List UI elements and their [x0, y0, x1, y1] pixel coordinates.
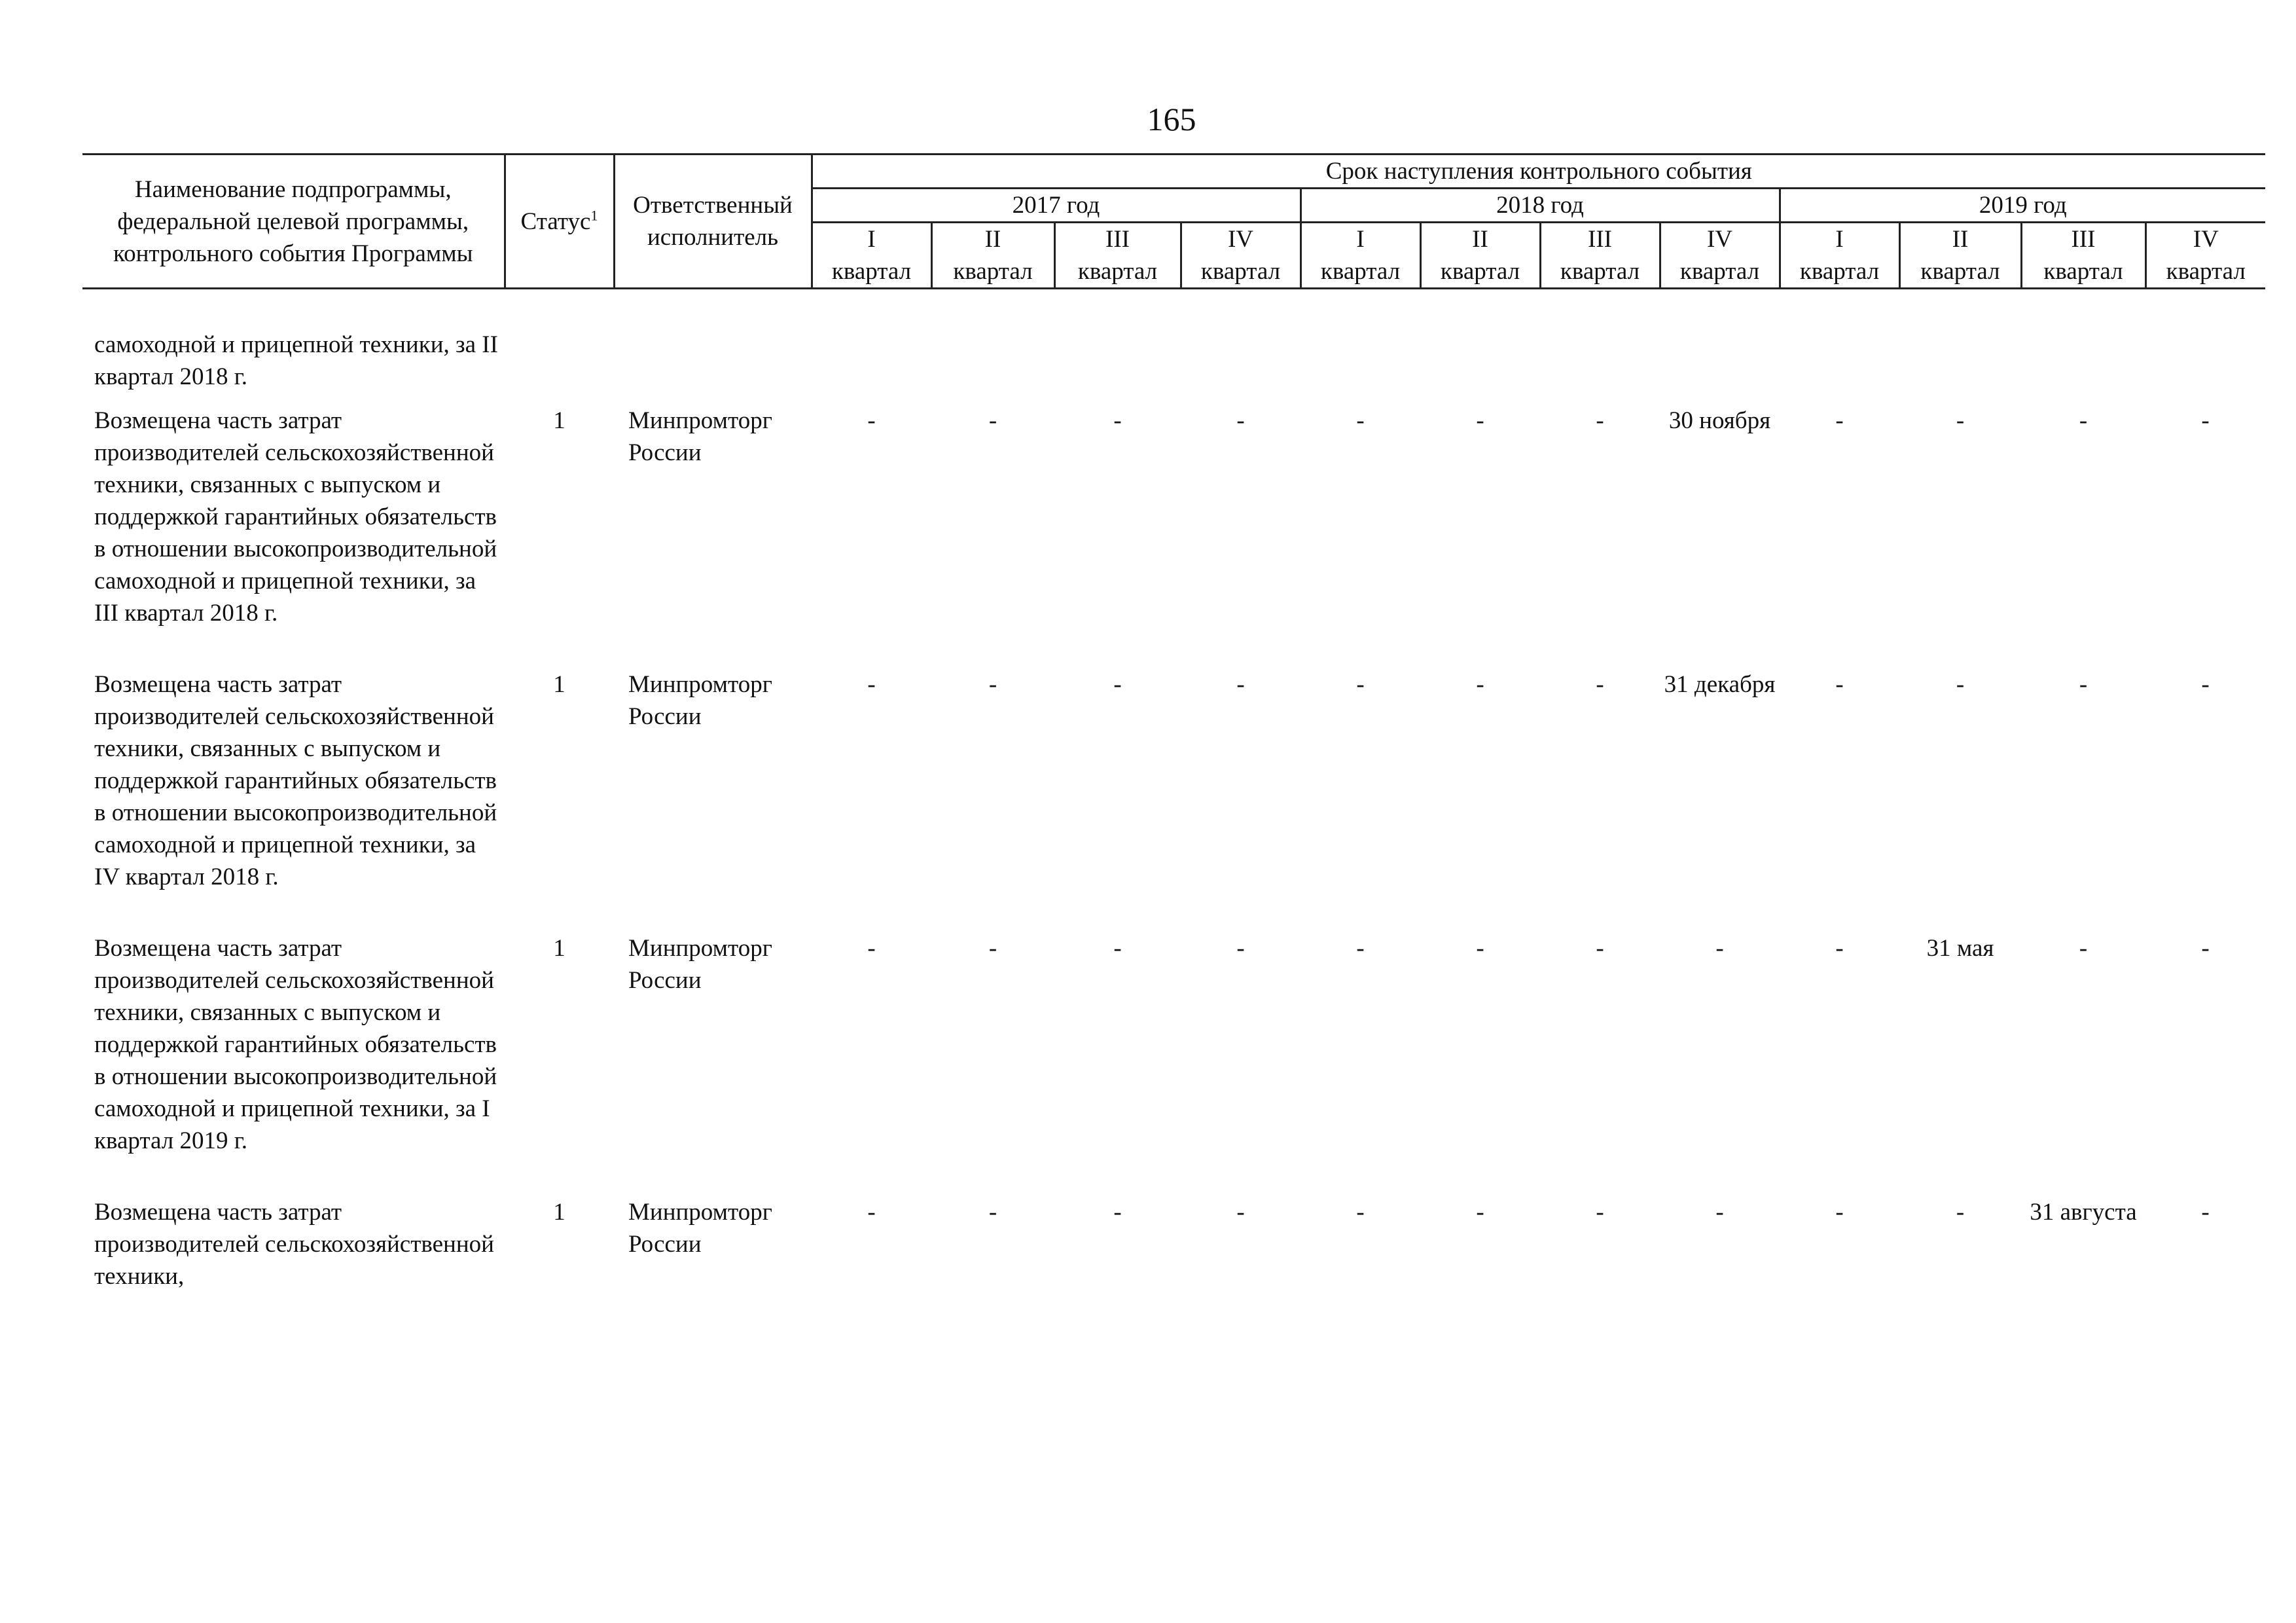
quarter-deadline-cell: [2021, 329, 2145, 393]
quarter-deadline-cell: -: [1715, 935, 1724, 962]
quarter-deadline-cell: -: [867, 935, 876, 962]
status-footnote-mark: 1: [590, 207, 598, 224]
event-name-cell: Возмещена часть затрат производителей сельскохозяйственной техники, связанных с выпуском и поддержкой гарантийных обязательств в отношении высокопроизводительной самоходной и прицепной техники, за I квартал 2019 г.: [94, 935, 497, 1154]
quarter-deadline-cell: -: [2079, 407, 2088, 434]
quarter-deadline-cell: [1660, 329, 1780, 393]
quarter-deadline-cell: -: [1956, 671, 1965, 698]
responsible-cell: [614, 329, 812, 393]
table-row: [82, 329, 2265, 393]
name-column-header: Наименование подпрограммы, федеральной целевой программы, контрольного события Программы: [82, 155, 505, 289]
quarter-deadline-cell: 31 мая: [1926, 935, 1994, 962]
quarter-deadline-cell: -: [1835, 671, 1844, 698]
status-cell: 1: [553, 671, 565, 698]
quarter-word-header: квартал: [2021, 255, 2145, 289]
quarter-number-header: I: [1780, 223, 1899, 256]
responsible-cell: Минпромторг России: [628, 671, 772, 730]
quarter-deadline-cell: 31 августа: [2030, 1199, 2137, 1226]
table-row: [82, 932, 2265, 1157]
quarter-deadline-cell: -: [1356, 671, 1365, 698]
quarter-deadline-cell: -: [1835, 1199, 1844, 1226]
quarter-deadline-cell: [812, 329, 931, 393]
quarter-deadline-cell: -: [2079, 671, 2088, 698]
quarter-number-header: II: [931, 223, 1054, 256]
quarter-word-header: квартал: [2145, 255, 2265, 289]
quarter-deadline-cell: 31 декабря: [1664, 671, 1776, 698]
quarter-deadline-cell: -: [1356, 407, 1365, 434]
status-header-label: Статус: [520, 208, 591, 235]
responsible-cell: Минпромторг России: [628, 407, 772, 466]
quarter-deadline-cell: -: [988, 407, 997, 434]
control-events-table: [82, 153, 2265, 1292]
status-column-header: [505, 155, 614, 289]
event-name-cell: Возмещена часть затрат производителей сельскохозяйственной техники, связанных с выпуском и поддержкой гарантийных обязательств в отношении высокопроизводительной самоходной и прицепной техники, за III квартал 2018 г.: [94, 407, 497, 627]
quarter-deadline-cell: -: [2201, 671, 2210, 698]
quarter-word-header: квартал: [1054, 255, 1181, 289]
quarter-deadline-cell: -: [1236, 407, 1245, 434]
quarter-word-header: квартал: [812, 255, 931, 289]
table-header: [82, 155, 2265, 289]
quarter-deadline-cell: -: [1113, 935, 1122, 962]
quarter-deadline-cell: -: [1476, 671, 1484, 698]
responsible-cell: Минпромторг России: [628, 935, 772, 994]
quarter-deadline-cell: -: [1715, 1199, 1724, 1226]
quarter-deadline-cell: -: [1596, 935, 1604, 962]
quarter-word-header: квартал: [1780, 255, 1899, 289]
quarter-deadline-cell: -: [988, 1199, 997, 1226]
quarter-deadline-cell: -: [1596, 671, 1604, 698]
quarter-word-header: квартал: [1660, 255, 1780, 289]
quarter-number-header: I: [1300, 223, 1420, 256]
quarter-deadline-cell: -: [1113, 407, 1122, 434]
year-header-2019: 2019 год: [1780, 189, 2265, 223]
status-cell: 1: [553, 407, 565, 434]
quarter-number-header: II: [1899, 223, 2021, 256]
quarter-number-header: II: [1420, 223, 1540, 256]
quarter-deadline-cell: -: [2079, 935, 2088, 962]
event-name-cell: Возмещена часть затрат производителей сельскохозяйственной техники, связанных с выпуском и поддержкой гарантийных обязательств в отношении высокопроизводительной самоходной и прицепной техники, за IV квартал 2018 г.: [94, 671, 497, 890]
quarter-deadline-cell: [1780, 329, 1899, 393]
page-number: 165: [1147, 101, 1196, 137]
quarter-number-header: IV: [2145, 223, 2265, 256]
quarter-word-header: квартал: [931, 255, 1054, 289]
quarter-deadline-cell: -: [867, 407, 876, 434]
quarter-number-header: III: [1540, 223, 1660, 256]
quarter-deadline-cell: -: [1956, 1199, 1965, 1226]
year-header-2017: 2017 год: [812, 189, 1300, 223]
quarter-word-header: квартал: [1540, 255, 1660, 289]
quarter-deadline-cell: -: [1236, 935, 1245, 962]
quarter-number-header: IV: [1181, 223, 1300, 256]
responsible-cell: Минпромторг России: [628, 1199, 772, 1258]
quarter-number-header: III: [1054, 223, 1181, 256]
event-name-cell: самоходной и прицепной техники, за II квартал 2018 г.: [94, 331, 498, 390]
quarter-word-header: квартал: [1420, 255, 1540, 289]
event-name-cell: Возмещена часть затрат производителей сельскохозяйственной техники,: [94, 1199, 494, 1290]
quarter-deadline-cell: -: [1956, 407, 1965, 434]
deadline-group-header: Срок наступления контрольного события: [812, 155, 2265, 189]
quarter-deadline-cell: [2145, 329, 2265, 393]
quarter-deadline-cell: -: [1596, 407, 1604, 434]
quarter-deadline-cell: [1181, 329, 1300, 393]
quarter-deadline-cell: [1540, 329, 1660, 393]
quarter-deadline-cell: -: [1476, 407, 1484, 434]
year-header-2018: 2018 год: [1300, 189, 1780, 223]
status-cell: 1: [553, 1199, 565, 1226]
table-row: [82, 1196, 2265, 1292]
status-cell: [505, 329, 614, 393]
quarter-deadline-cell: [1899, 329, 2021, 393]
quarter-number-header: IV: [1660, 223, 1780, 256]
quarter-deadline-cell: -: [988, 935, 997, 962]
quarter-number-header: III: [2021, 223, 2145, 256]
quarter-deadline-cell: [1420, 329, 1540, 393]
quarter-deadline-cell: -: [1113, 671, 1122, 698]
quarter-deadline-cell: -: [1476, 1199, 1484, 1226]
table-body: [82, 289, 2265, 1293]
quarter-deadline-cell: -: [1113, 1199, 1122, 1226]
table-row: [82, 668, 2265, 893]
quarter-number-header: I: [812, 223, 931, 256]
table-row: [82, 405, 2265, 629]
quarter-deadline-cell: [1054, 329, 1181, 393]
quarter-deadline-cell: -: [2201, 1199, 2210, 1226]
quarter-deadline-cell: -: [1835, 935, 1844, 962]
quarter-deadline-cell: -: [1356, 1199, 1365, 1226]
quarter-deadline-cell: -: [1236, 1199, 1245, 1226]
quarter-deadline-cell: -: [2201, 407, 2210, 434]
status-cell: 1: [553, 935, 565, 962]
quarter-deadline-cell: -: [1476, 935, 1484, 962]
quarter-word-header: квартал: [1899, 255, 2021, 289]
quarter-deadline-cell: -: [867, 1199, 876, 1226]
quarter-deadline-cell: -: [988, 671, 997, 698]
quarter-deadline-cell: [1300, 329, 1420, 393]
quarter-word-header: квартал: [1181, 255, 1300, 289]
quarter-deadline-cell: [931, 329, 1054, 393]
quarter-deadline-cell: -: [1356, 935, 1365, 962]
quarter-deadline-cell: 30 ноября: [1668, 407, 1771, 434]
quarter-word-header: квартал: [1300, 255, 1420, 289]
quarter-deadline-cell: -: [1596, 1199, 1604, 1226]
quarter-deadline-cell: -: [1835, 407, 1844, 434]
quarter-deadline-cell: -: [867, 671, 876, 698]
responsible-column-header: Ответственный исполнитель: [614, 155, 812, 289]
quarter-deadline-cell: -: [1236, 671, 1245, 698]
quarter-deadline-cell: -: [2201, 935, 2210, 962]
